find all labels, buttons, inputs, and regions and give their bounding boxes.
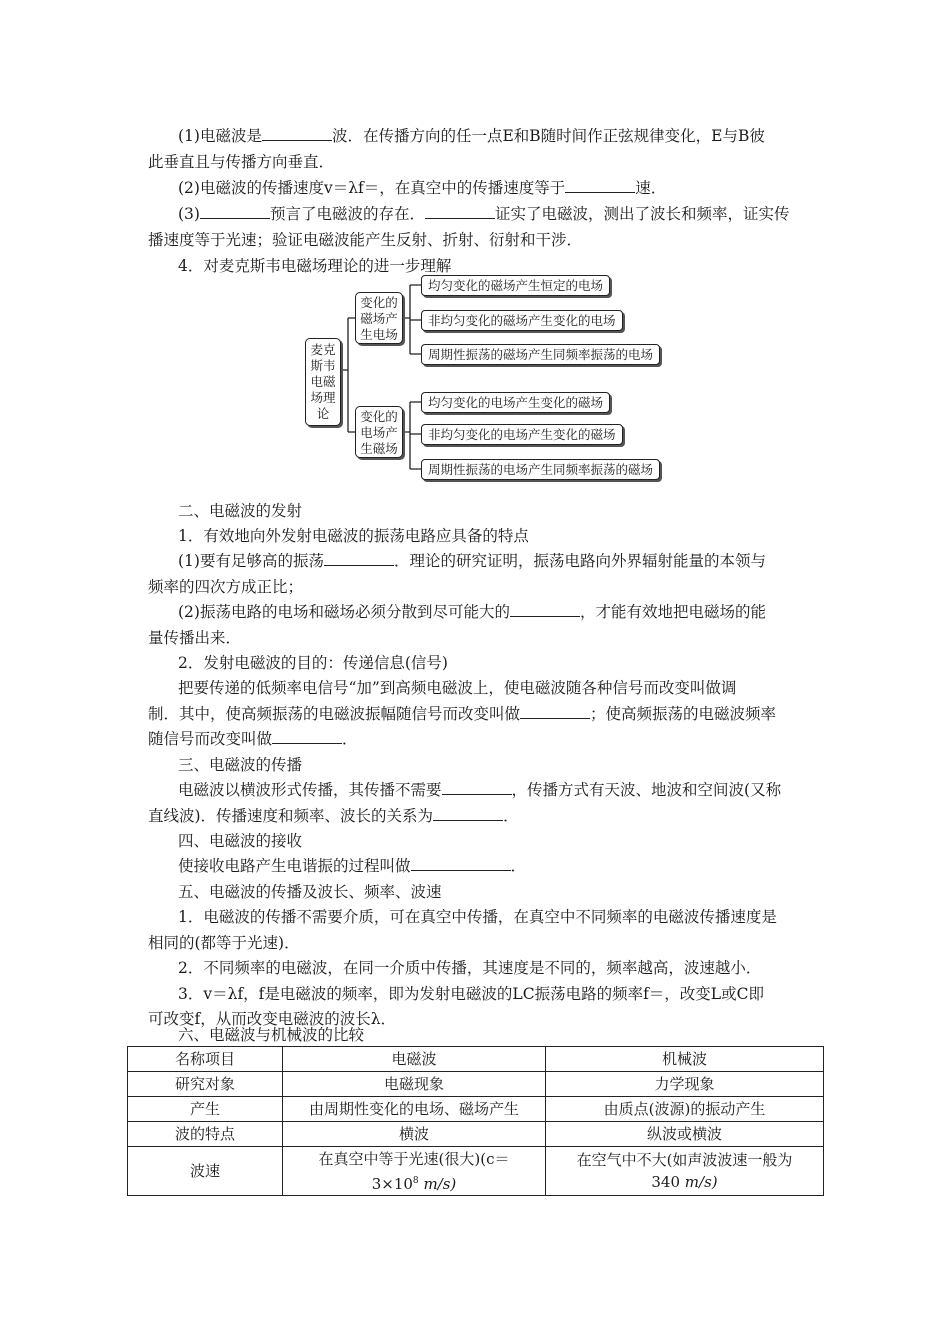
table-cell: 由质点(波源)的振动产生 <box>546 1097 824 1122</box>
root-node: 麦克 斯韦 电磁 场理 论 <box>305 338 341 426</box>
heading-5: 五、电磁波的传播及波长、频率、波速 <box>178 883 442 901</box>
paragraph-2-1-1: (1)要有足够高的振荡 ．理论的研究证明，振荡电路向外界辐射能量的本领与 <box>178 552 766 570</box>
leaf-magnetic-periodic: 周期性振荡的磁场产生同频率振荡的电场 <box>421 344 660 365</box>
paragraph-2-2-c: 随信号而改变叫做 ． <box>148 730 358 748</box>
table-header-row <box>128 1047 824 1072</box>
branch-changing-electric-field: 变化的 电场产 生磁场 <box>355 406 403 458</box>
table-cell: 横波 <box>283 1122 546 1147</box>
paragraph-2-2: 2．发射电磁波的目的：传递信息(信号) <box>178 654 448 672</box>
table-row <box>128 1122 824 1147</box>
table-cell: 力学现象 <box>546 1072 824 1097</box>
leaf-electric-nonuniform: 非均匀变化的电场产生变化的磁场 <box>421 424 623 445</box>
table-cell: 研究对象 <box>128 1072 283 1097</box>
paragraph-5-1: 1．电磁波的传播不需要介质，可在真空中传播，在真空中不同频率的电磁波传播速度是 <box>178 908 777 926</box>
table-cell: 电磁现象 <box>283 1072 546 1097</box>
paragraph-5-1-cont: 相同的(都等于光速)． <box>148 934 300 952</box>
leaf-magnetic-nonuniform: 非均匀变化的磁场产生变化的电场 <box>421 310 623 331</box>
paragraph-1-1: (1)电磁波是 波．在传播方向的任一点E和B随时间作正弦规律变化，E与B彼 <box>178 127 765 145</box>
heading-3: 三、电磁波的传播 <box>178 756 303 774</box>
table-header-cell: 电磁波 <box>283 1047 546 1072</box>
table-cell: 在真空中等于光速(很大)(c＝ $3\times 10^8$ m/s) <box>283 1147 546 1196</box>
table-row <box>128 1072 824 1097</box>
table-header-cell: 名称项目 <box>128 1047 283 1072</box>
fill-blank <box>520 704 590 719</box>
leaf-electric-periodic: 周期性振荡的电场产生同频率振荡的磁场 <box>421 459 660 480</box>
table-cell: 产生 <box>128 1097 283 1122</box>
paragraph-5-3-cont: 可改变f，从而改变电磁波的波长λ． <box>148 1010 397 1028</box>
heading-6: 六、电磁波与机械波的比较 <box>178 1026 365 1044</box>
heading-4: 四、电磁波的接收 <box>178 832 303 850</box>
paragraph-2-1-1-cont: 频率的四次方成正比； <box>148 578 304 596</box>
paragraph-1-1-cont: 此垂直且与传播方向垂直． <box>148 153 335 171</box>
paragraph-4: 使接收电路产生电谐振的过程叫做 ． <box>178 857 527 875</box>
table-cell: 纵波或横波 <box>546 1122 824 1147</box>
leaf-magnetic-uniform: 均匀变化的磁场产生恒定的电场 <box>421 275 610 296</box>
table-cell: 在空气中不大(如声波波速一般为 340 m/s) <box>546 1147 824 1196</box>
fill-blank <box>442 780 512 795</box>
fill-blank <box>433 806 503 821</box>
fill-blank <box>411 856 511 871</box>
paragraph-2-2-b: 制．其中，使高频振荡的电磁波振幅随信号而改变叫做 ；使高频振荡的电磁波频率 <box>148 705 777 723</box>
table-cell: 波的特点 <box>128 1122 283 1147</box>
paragraph-1-2: (2)电磁波的传播速度v＝λf＝，在真空中的传播速度等于 速． <box>178 179 667 197</box>
heading-2: 二、电磁波的发射 <box>178 502 303 520</box>
fill-blank <box>272 729 342 744</box>
table-row <box>128 1097 824 1122</box>
paragraph-2-1-2-cont: 量传播出来． <box>148 629 242 647</box>
comparison-table <box>127 1046 824 1196</box>
paragraph-3-b: 直线波)．传播速度和频率、波长的关系为 ． <box>148 807 519 825</box>
table-cell: 波速 <box>128 1147 283 1196</box>
table-row <box>128 1147 824 1196</box>
paragraph-2-2-a: 把要传递的低频率电信号“加”到高频电磁波上，使电磁波随各种信号而改变叫做调 <box>178 679 737 697</box>
paragraph-1-3-cont: 播速度等于光速；验证电磁波能产生反射、折射、衍射和干涉． <box>148 231 583 249</box>
paragraph-5-3: 3．v＝λf，f是电磁波的频率，即为发射电磁波的LC振荡电路的频率f＝，改变L或C即 <box>178 985 764 1003</box>
branch-changing-magnetic-field: 变化的 磁场产 生电场 <box>355 292 403 344</box>
paragraph-2-1: 1．有效地向外发射电磁波的振荡电路应具备的特点 <box>178 527 529 545</box>
leaf-electric-uniform: 均匀变化的电场产生变化的磁场 <box>421 392 610 413</box>
paragraph-5-2: 2．不同频率的电磁波，在同一介质中传播，其速度是不同的，频率越高，波速越小． <box>178 959 762 977</box>
paragraph-2-1-2: (2)振荡电路的电场和磁场必须分散到尽可能大的 ，才能有效地把电磁场的能 <box>178 603 766 621</box>
fill-blank <box>324 551 394 566</box>
fill-blank <box>510 602 580 617</box>
paragraph-1-3: (3) 预言了电磁波的存在． 证实了电磁波，测出了波长和频率，证实传 <box>178 205 790 223</box>
heading-1-4: 4．对麦克斯韦电磁场理论的进一步理解 <box>178 257 452 275</box>
paragraph-3-a: 电磁波以横波形式传播，其传播不需要 ，传播方式有天波、地波和空间波(又称 <box>178 781 782 799</box>
table-header-cell: 机械波 <box>546 1047 824 1072</box>
table-cell: 由周期性变化的电场、磁场产生 <box>283 1097 546 1122</box>
